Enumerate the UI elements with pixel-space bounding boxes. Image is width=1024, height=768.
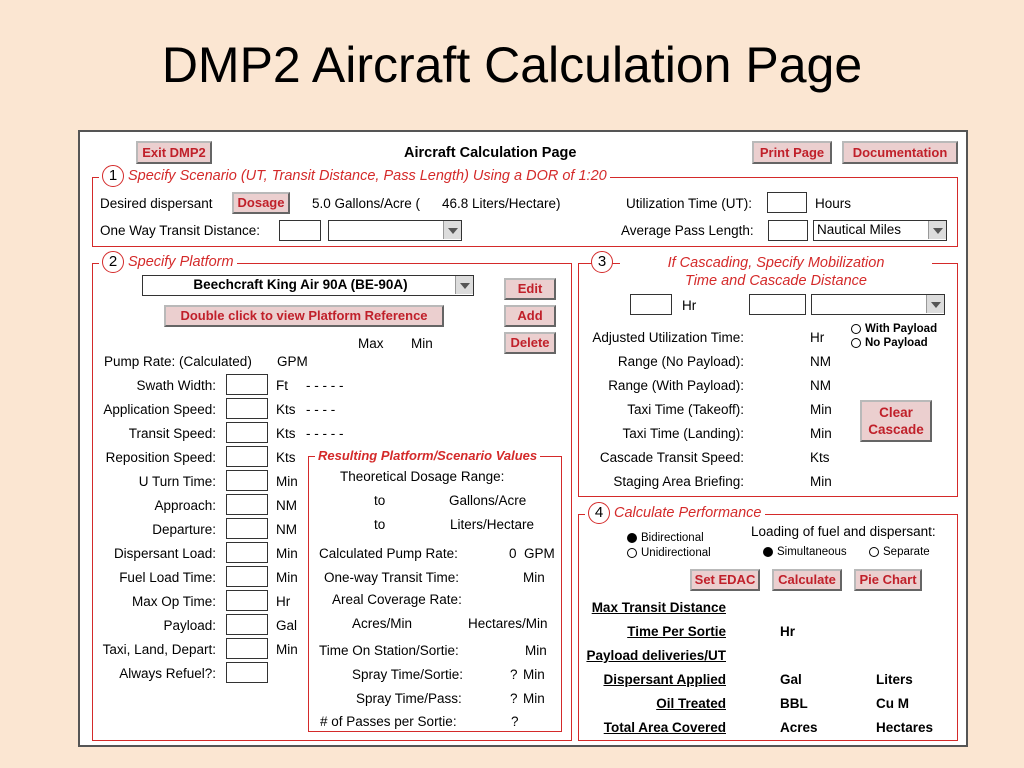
platform-param-label: Always Refuel?: xyxy=(119,666,216,681)
platform-param-unit: Kts xyxy=(276,402,296,417)
cascade-param-unit: NM xyxy=(810,378,831,393)
platform-param-label: Taxi, Land, Depart: xyxy=(102,642,216,657)
spray-sortie-value: ? xyxy=(510,667,518,682)
hours-label: Hours xyxy=(815,196,852,211)
transit-distance-input[interactable] xyxy=(279,220,321,241)
platform-param-input[interactable] xyxy=(226,638,268,659)
cascade-param-label: Cascade Transit Speed: xyxy=(599,450,744,465)
chevron-down-icon[interactable] xyxy=(443,221,461,239)
cascade-section-title: If Cascading, Specify Mobilization Time and Cascade Distance xyxy=(620,254,932,290)
step-3-badge: 3 xyxy=(591,251,613,273)
spray-sortie-label: Spray Time/Sortie: xyxy=(352,667,464,682)
performance-result-unit-metric: Cu M xyxy=(876,696,909,711)
pass-length-input[interactable] xyxy=(768,220,808,241)
platform-param-input[interactable] xyxy=(226,446,268,467)
performance-result-unit: Hr xyxy=(780,624,796,639)
platform-param-range: - - - - - xyxy=(306,426,344,441)
performance-result-unit: Acres xyxy=(780,720,818,735)
with-payload-option[interactable]: With Payload xyxy=(851,322,937,336)
pump-rate-unit: GPM xyxy=(277,354,308,369)
transit-distance-label: One Way Transit Distance: xyxy=(100,223,261,238)
performance-result-label: Dispersant Applied xyxy=(603,672,726,687)
platform-param-unit: NM xyxy=(276,522,297,537)
cascade-param-unit: Min xyxy=(810,474,832,489)
platform-param-unit: Ft xyxy=(276,378,288,393)
performance-result-unit-metric: Liters xyxy=(876,672,913,687)
loading-label: Loading of fuel and dispersant: xyxy=(751,524,936,539)
platform-param-unit: Min xyxy=(276,546,298,561)
platform-param-input[interactable] xyxy=(226,590,268,611)
platform-param-input[interactable] xyxy=(226,470,268,491)
scenario-section-title: 1 Specify Scenario (UT, Transit Distance, Pass Length) Using a DOR of 1:20 xyxy=(99,165,610,187)
spray-pass-unit: Min xyxy=(523,691,545,706)
platform-param-unit: NM xyxy=(276,498,297,513)
calculate-button[interactable]: Calculate xyxy=(772,569,842,591)
set-edac-button[interactable]: Set EDAC xyxy=(690,569,760,591)
chevron-down-icon[interactable] xyxy=(926,295,944,313)
platform-param-unit: Min xyxy=(276,642,298,657)
separate-radio[interactable] xyxy=(869,547,879,557)
platform-select[interactable]: Beechcraft King Air 90A (BE-90A) xyxy=(142,275,474,296)
cascade-param-unit: Kts xyxy=(810,450,830,465)
dor-value: 20 xyxy=(590,168,607,184)
chevron-down-icon[interactable] xyxy=(928,221,946,239)
unidirectional-option[interactable]: Unidirectional xyxy=(627,545,711,561)
platform-param-label: Application Speed: xyxy=(103,402,216,417)
platform-param-label: Fuel Load Time: xyxy=(119,570,216,585)
max-column-label: Max xyxy=(358,336,384,351)
areal-coverage-label: Areal Coverage Rate: xyxy=(332,592,462,607)
gallons-per-acre-text: 5.0 Gallons/Acre ( xyxy=(312,196,421,211)
cascade-unit-select[interactable] xyxy=(811,294,945,315)
step-4-badge: 4 xyxy=(588,502,610,524)
transit-time-label: One-way Transit Time: xyxy=(324,570,460,585)
platform-param-input[interactable] xyxy=(226,542,268,563)
platform-param-input[interactable] xyxy=(226,614,268,635)
performance-result-unit: Gal xyxy=(780,672,802,687)
page-heading: Aircraft Calculation Page xyxy=(404,145,577,161)
performance-result-label: Oil Treated xyxy=(656,696,726,711)
platform-param-input[interactable] xyxy=(226,374,268,395)
clear-cascade-button[interactable]: Clear Cascade xyxy=(860,400,932,442)
calc-pump-rate-label: Calculated Pump Rate: xyxy=(319,546,458,561)
slide-title: DMP2 Aircraft Calculation Page xyxy=(161,37,863,93)
platform-param-unit: Gal xyxy=(276,618,298,633)
cascade-param-unit: Min xyxy=(810,402,832,417)
cascade-param-label: Taxi Time (Landing): xyxy=(622,426,744,441)
platform-param-label: Payload: xyxy=(163,618,216,633)
cascade-distance-input[interactable] xyxy=(749,294,806,315)
platform-param-input[interactable] xyxy=(226,422,268,443)
delete-platform-button[interactable]: Delete xyxy=(504,332,556,354)
calc-pump-rate-value: 0 xyxy=(509,546,517,561)
performance-section-title: 4 Calculate Performance xyxy=(585,502,765,524)
mobilization-hr-label: Hr xyxy=(682,298,697,313)
time-on-station-label: Time On Station/Sortie: xyxy=(319,643,459,658)
performance-result-unit-metric: Hectares xyxy=(876,720,934,735)
dosage-to-2: to xyxy=(374,517,386,532)
transit-unit-select[interactable] xyxy=(328,220,462,241)
platform-param-label: Departure: xyxy=(152,522,216,537)
add-platform-button[interactable]: Add xyxy=(504,305,556,327)
utilization-time-label: Utilization Time (UT): xyxy=(626,196,753,211)
min-column-label: Min xyxy=(411,336,433,351)
liters-hectare-label: Liters/Hectare xyxy=(450,517,535,532)
performance-result-label: Total Area Covered xyxy=(603,720,726,735)
platform-param-unit: Hr xyxy=(276,594,291,609)
cascade-param-unit: Hr xyxy=(810,330,825,345)
platform-param-label: Dispersant Load: xyxy=(113,546,216,561)
with-payload-radio[interactable] xyxy=(851,324,861,334)
platform-param-unit: Kts xyxy=(276,426,296,441)
platform-param-input[interactable] xyxy=(226,662,268,683)
platform-param-unit: Kts xyxy=(276,450,296,465)
spray-pass-value: ? xyxy=(510,691,518,706)
cascade-param-label: Range (With Payload): xyxy=(608,378,744,393)
time-on-station-unit: Min xyxy=(525,643,547,658)
platform-param-range: - - - - - xyxy=(306,378,344,393)
dosage-to-1: to xyxy=(374,493,386,508)
unidirectional-radio[interactable] xyxy=(627,548,637,558)
platform-param-input[interactable] xyxy=(226,566,268,587)
edit-platform-button[interactable]: Edit xyxy=(504,278,556,300)
passes-per-sortie-value: ? xyxy=(511,714,519,729)
passes-per-sortie-label: # of Passes per Sortie: xyxy=(320,714,457,729)
platform-param-label: Transit Speed: xyxy=(128,426,216,441)
step-1-badge: 1 xyxy=(102,165,124,187)
platform-param-label: Reposition Speed: xyxy=(105,450,216,465)
liters-per-hectare-text: 46.8 Liters/Hectare) xyxy=(442,196,561,211)
platform-param-label: Swath Width: xyxy=(136,378,216,393)
calculation-panel xyxy=(78,130,968,747)
chevron-down-icon[interactable] xyxy=(455,276,473,294)
platform-param-input[interactable] xyxy=(226,398,268,419)
platform-reference-button[interactable]: Double click to view Platform Reference xyxy=(164,305,444,327)
dosage-range-label: Theoretical Dosage Range: xyxy=(340,469,505,484)
performance-result-label: Max Transit Distance xyxy=(591,600,726,615)
spray-sortie-unit: Min xyxy=(523,667,545,682)
pie-chart-button[interactable]: Pie Chart xyxy=(854,569,922,591)
performance-result-label: Payload deliveries/UT xyxy=(586,648,726,663)
platform-param-label: Max Op Time: xyxy=(131,594,216,609)
desired-dispersant-label: Desired dispersant xyxy=(100,196,213,211)
platform-param-unit: Min xyxy=(276,570,298,585)
bidirectional-radio[interactable] xyxy=(627,533,637,543)
utilization-time-input[interactable] xyxy=(767,192,807,213)
performance-result-label: Time Per Sortie xyxy=(627,624,726,639)
hectares-min-label: Hectares/Min xyxy=(468,616,548,631)
cascade-param-unit: Min xyxy=(810,426,832,441)
step-2-badge: 2 xyxy=(102,251,124,273)
results-box-title: Resulting Platform/Scenario Values xyxy=(315,448,540,464)
cascade-param-label: Adjusted Utilization Time: xyxy=(592,330,744,345)
exit-dmp2-button[interactable]: Exit DMP2 xyxy=(136,141,212,164)
mobilization-time-input[interactable] xyxy=(630,294,672,315)
spray-pass-label: Spray Time/Pass: xyxy=(356,691,462,706)
acres-min-label: Acres/Min xyxy=(352,616,413,631)
platform-param-label: U Turn Time: xyxy=(138,474,216,489)
transit-time-unit: Min xyxy=(523,570,545,585)
performance-result-unit: BBL xyxy=(780,696,808,711)
simultaneous-option[interactable]: Simultaneous xyxy=(763,544,847,560)
pump-rate-label: Pump Rate: (Calculated) xyxy=(104,354,252,369)
platform-param-unit: Min xyxy=(276,474,298,489)
no-payload-radio[interactable] xyxy=(851,338,861,348)
print-page-button[interactable]: Print Page xyxy=(752,141,832,164)
no-payload-option[interactable]: No Payload xyxy=(851,336,928,350)
simultaneous-radio[interactable] xyxy=(763,547,773,557)
bidirectional-option[interactable]: Bidirectional xyxy=(627,530,704,546)
platform-param-input[interactable] xyxy=(226,494,268,515)
pass-length-label: Average Pass Length: xyxy=(621,223,754,238)
cascade-param-unit: NM xyxy=(810,354,831,369)
documentation-button[interactable]: Documentation xyxy=(842,141,958,164)
cascade-param-label: Taxi Time (Takeoff): xyxy=(627,402,744,417)
platform-param-input[interactable] xyxy=(226,518,268,539)
gallons-acre-label: Gallons/Acre xyxy=(449,493,527,508)
dosage-button[interactable]: Dosage xyxy=(232,192,290,214)
cascade-param-label: Range (No Payload): xyxy=(617,354,744,369)
pass-unit-select[interactable]: Nautical Miles xyxy=(813,220,947,241)
separate-option[interactable]: Separate xyxy=(869,544,930,560)
cascade-param-label: Staging Area Briefing: xyxy=(613,474,744,489)
platform-param-label: Approach: xyxy=(154,498,216,513)
calc-pump-rate-unit: GPM xyxy=(524,546,555,561)
platform-param-range: - - - - xyxy=(306,402,336,417)
platform-section-title: 2 Specify Platform xyxy=(99,251,237,273)
